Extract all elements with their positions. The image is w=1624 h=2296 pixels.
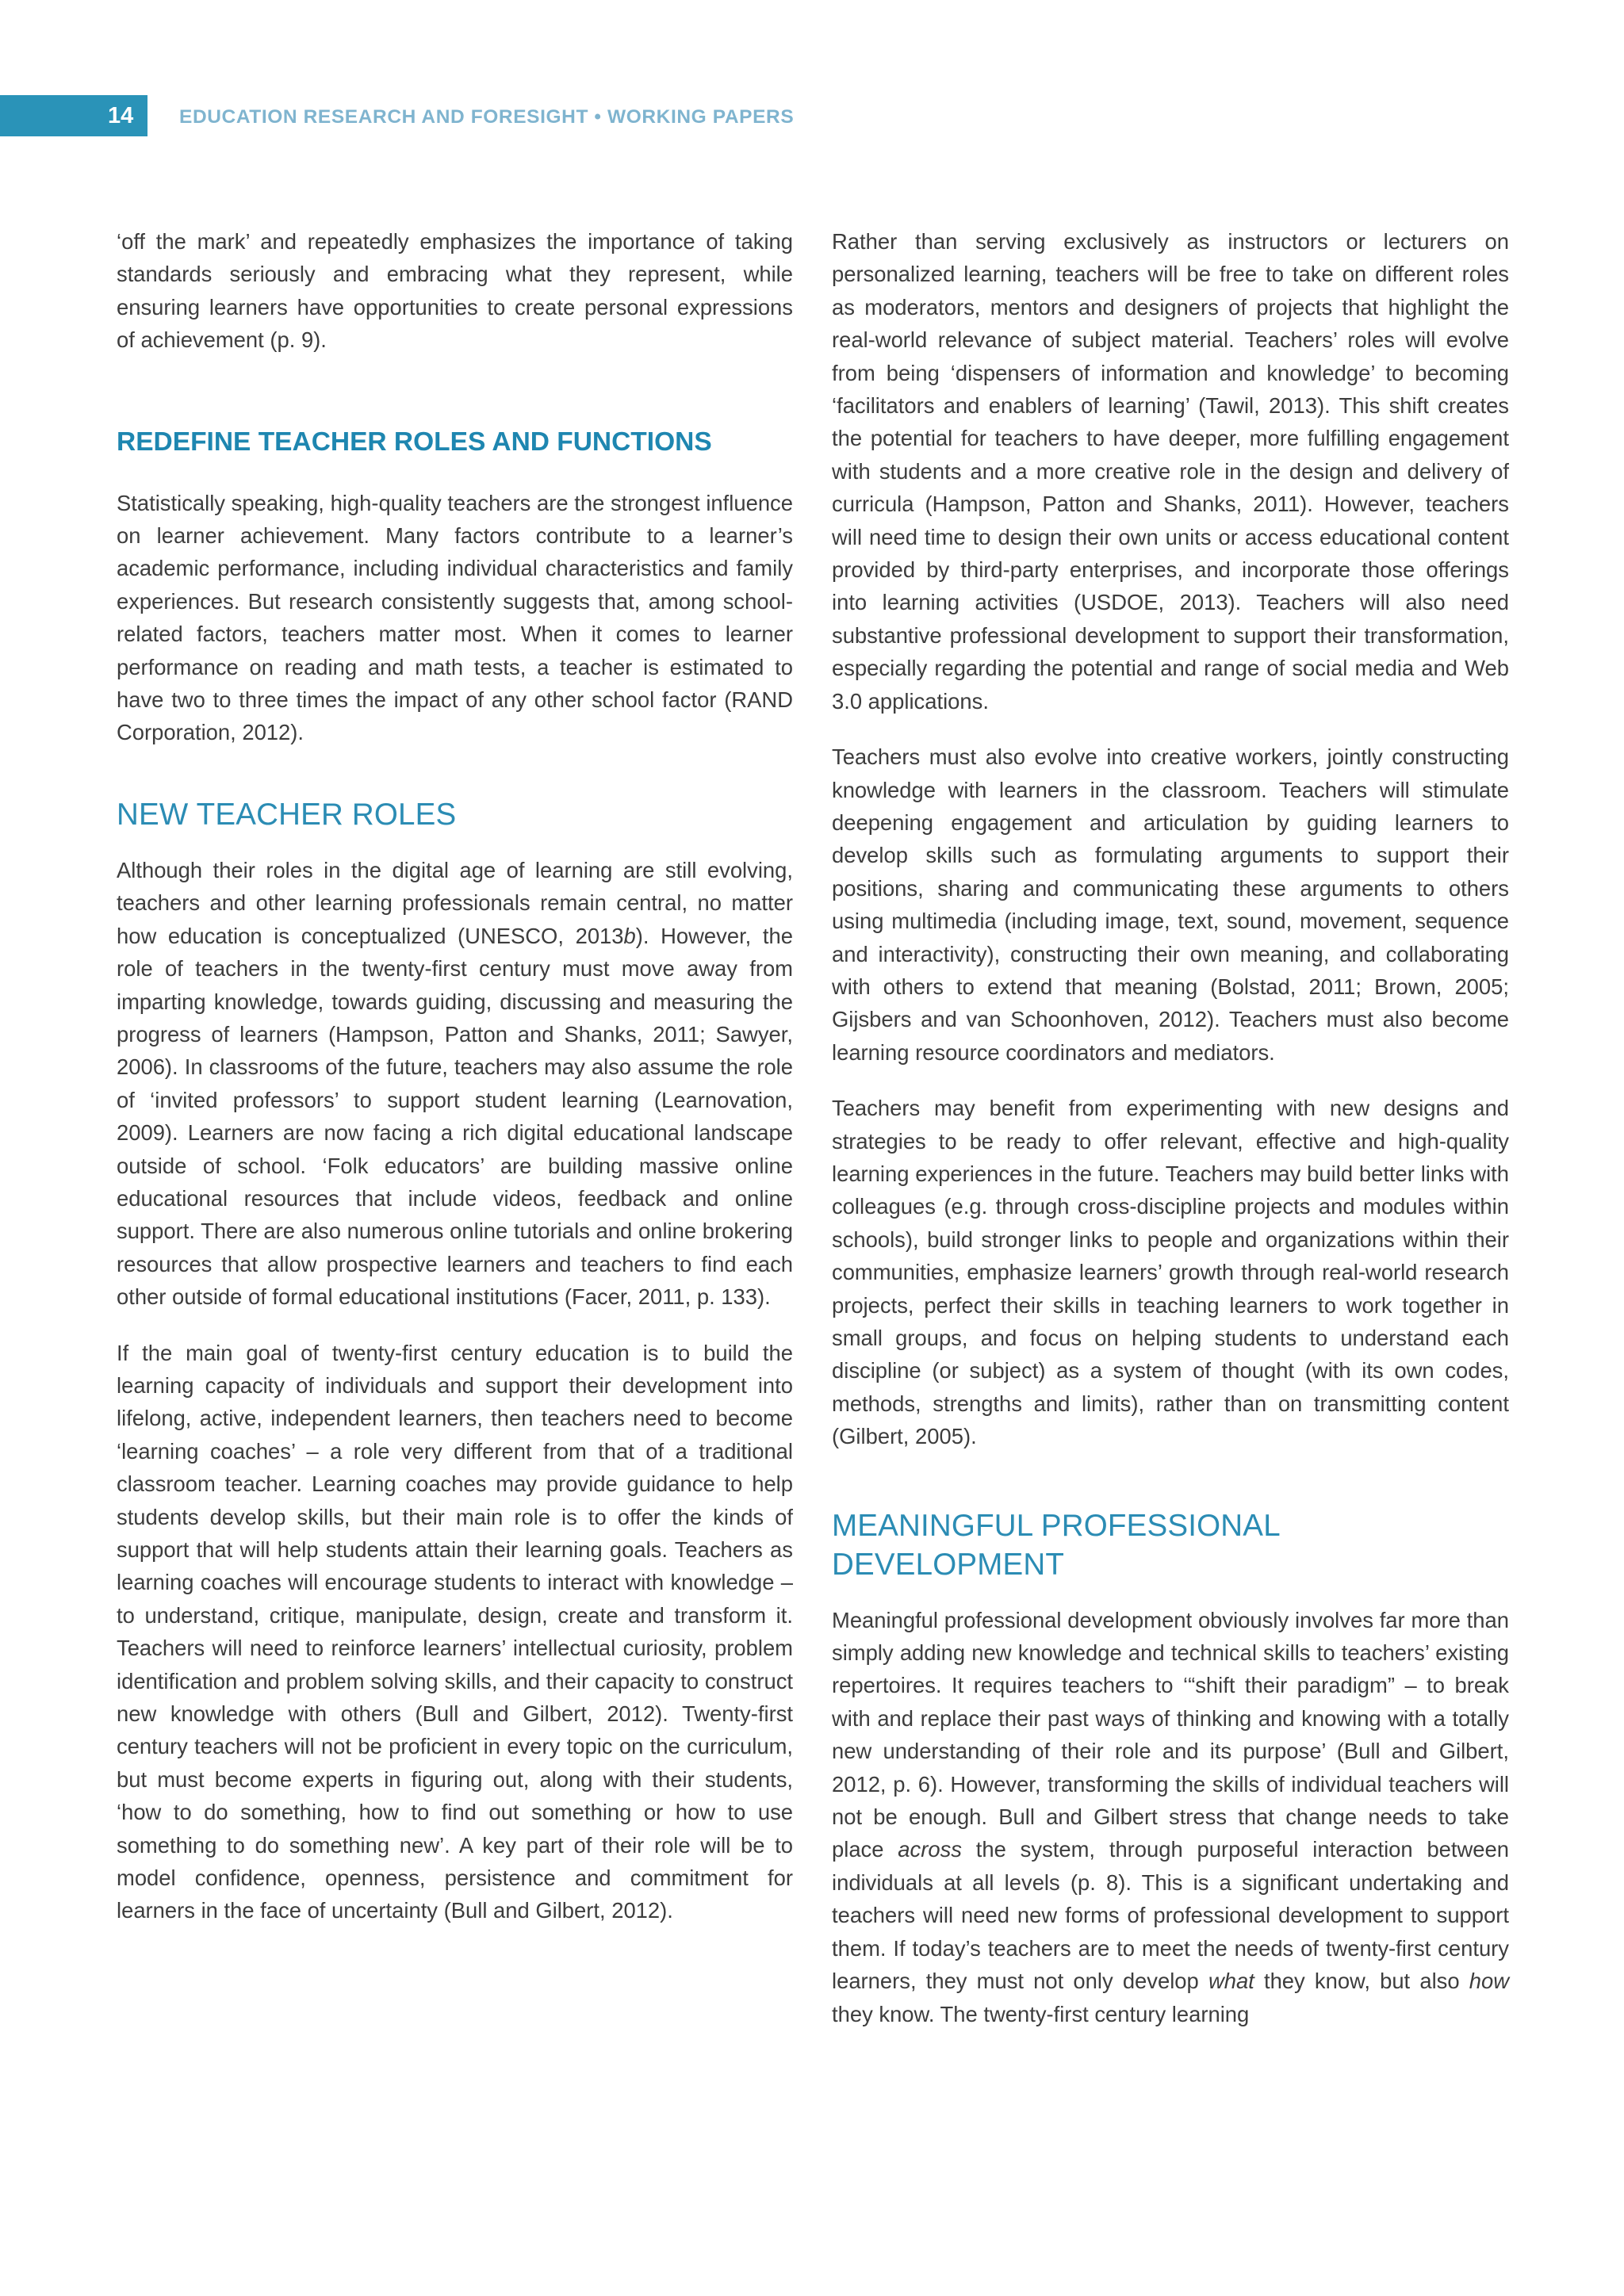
- right-column: [832, 225, 1509, 2030]
- pd-italic-how: how: [1469, 1969, 1509, 1994]
- roles-paragraph-1: [117, 854, 793, 1314]
- subsection-heading-new-teacher-roles: NEW TEACHER ROLES: [117, 797, 457, 832]
- page-number: 14: [108, 103, 134, 128]
- pd-italic-across: across: [898, 1837, 962, 1862]
- right-paragraph-2: Teachers must also evolve into creative workers, jointly constructing knowledge with learners in the classroom. Teachers will stimulate deepening engagement and articulation by guiding learners to develop skills such as formulating arguments to support their positions, sharing and communicating these arguments to others using multimedia (including image, text, sound, movement, sequence and interactivity), constructing their own meaning, and collaborating with others to extend that meaning (Bolstad, 2011; Brown, 2005; Gijsbers and van Schoonhoven, 2012). Teachers must also become learning resource coordinators and mediators.: [832, 744, 1509, 1065]
- roles-paragraph-1-italic: b: [623, 923, 636, 948]
- right-paragraph-1: Rather than serving exclusively as instructors or lecturers on personalized learning, teachers will be free to take on different roles as moderators, mentors and designers of projects that highlight the real-world relevance of subject material. Teachers’ roles will evolve from being ‘dispensers of information and knowledge’ to becoming ‘facilitators and enablers of learning’ (Tawil, 2013). This shift creates the potential for teachers to have deeper, more fulfilling engagement with students and a more creative role in the design and delivery of curricula (Hampson, Patton and Shanks, 2011). However, teachers will need time to design their own units or access educational content provided by third-party enterprises, and incorporate those offerings into learning activities (USDOE, 2013). Teachers will also need substantive professional development to support their transformation, especially regarding the potential and range of social media and Web 3.0 applications.: [832, 229, 1509, 714]
- roles-paragraph-1-start: Although their roles in the digital age of learning are still evolving, teachers and other learning professionals remain central, no matter how education is conceptualized (UNESCO, 2013: [117, 857, 793, 948]
- subsection-heading-line-1: MEANINGFUL PROFESSIONAL: [832, 1508, 1281, 1543]
- right-paragraph-3: Teachers may benefit from experimenting with new designs and strategies to be ready to offer relevant, effective and high-quality learning experiences in the future. Teachers may build better links with colleagues (e.g. through cross-discipline projects and modules within schools), build stronger links to people and organizations within their communities, emphasize learners’ growth through real-world research projects, perfect their skills in teaching learners to work together in small groups, and focus on helping students to understand each discipline (or subject) as a system of thought (with its own codes, methods, strengths and limits), rather than on transmitting content (Gilbert, 2005).: [832, 1096, 1509, 1449]
- pd-italic-what: what: [1208, 1969, 1254, 1994]
- section-heading: REDEFINE TEACHER ROLES AND FUNCTIONS: [117, 427, 712, 457]
- pd-text-c: they know, but also: [1254, 1969, 1469, 1994]
- roles-paragraph-1-end: ). However, the role of teachers in the twenty-first century must move away from imparting knowledge, towards guiding, discussing and measuring the progress of learners (Hampson, Patton and Shanks, 2011; Sawyer, 2006). In classrooms of the future, teachers may also assume the role of ‘invited professors’ to support student learning (Learnovation, 2009). Learners are now facing a rich digital educational landscape outside of school. ‘Folk educators’ are building massive online educational resources that include videos, feedback and online support. There are also numerous online tutorials and online brokering resources that allow prospective learners and teachers to find each other outside of formal educational institutions (Facer, 2011, p. 133).: [117, 923, 793, 1310]
- roles-paragraph-2: If the main goal of twenty-first century education is to build the learning capacity of individuals and support their development into lifelong, active, independent learners, then teachers need to become ‘learning coaches’ – a role very different from that of a traditional classroom teacher. Learning coaches may provide guidance to help students develop skills, but their main role is to offer the kinds of support that will help students attain their learning goals. Teachers as learning coaches will encourage students to interact with knowledge – to understand, critique, manipulate, design, create and transform it. Teachers will need to reinforce learners’ intellectual curiosity, problem identification and problem solving skills, and their capacity to construct new knowledge with others (Bull and Gilbert, 2012). Twenty-first century teachers will not be proficient in every topic on the curriculum, but must become experts in figuring out, along with their students, ‘how to do something, how to find out something or how to use something to do something new’. A key part of their role will be to model confidence, openness, persistence and commitment for learners in the face of uncertainty (Bull and Gilbert, 2012).: [117, 1340, 793, 1923]
- intro-paragraph: ‘off the mark’ and repeatedly emphasizes the importance of taking standards seriously and embracing what they represent, while ensuring learners have opportunities to create personal expressions of achievement (p. 9).: [117, 229, 793, 353]
- pd-text-b: the system, through purposeful interaction between individuals at all levels (p. 8). This is a significant undertaking and teachers will need new forms of professional development to support them. If today’s teachers are to meet the needs of twenty-first century learners, they must not only develop: [832, 1837, 1509, 1994]
- pd-text-d: they know. The twenty-first century learning: [832, 2001, 1250, 2026]
- section-paragraph: Statistically speaking, high-quality teachers are the strongest influence on learner achievement. Many factors contribute to a learner’s academic performance, including individual characteristics and family experiences. But research consistently suggests that, among school-related factors, teachers matter most. When it comes to learner performance on reading and math tests, a teacher is estimated to have two to three times the impact of any other school factor (RAND Corporation, 2012).: [117, 490, 793, 745]
- professional-development-paragraph: [832, 1604, 1509, 2030]
- running-head: EDUCATION RESEARCH AND FORESIGHT • WORKING PAPERS: [179, 106, 795, 128]
- subsection-heading-line-2: DEVELOPMENT: [832, 1547, 1065, 1582]
- left-column: [117, 225, 793, 1927]
- subsection-heading-professional-development: [832, 1506, 1509, 1584]
- pd-text-a: Meaningful professional development obviously involves far more than simply adding new knowledge and technical skills to teachers’ existing repertoires. It requires teachers to ‘“shift their paradigm” – to break with and replace their past ways of thinking and knowing with a totally new understanding of their role and its purpose’ (Bull and Gilbert, 2012, p. 6). However, transforming the skills of individual teachers will not be enough. Bull and Gilbert stress that change needs to take place: [832, 1607, 1509, 1862]
